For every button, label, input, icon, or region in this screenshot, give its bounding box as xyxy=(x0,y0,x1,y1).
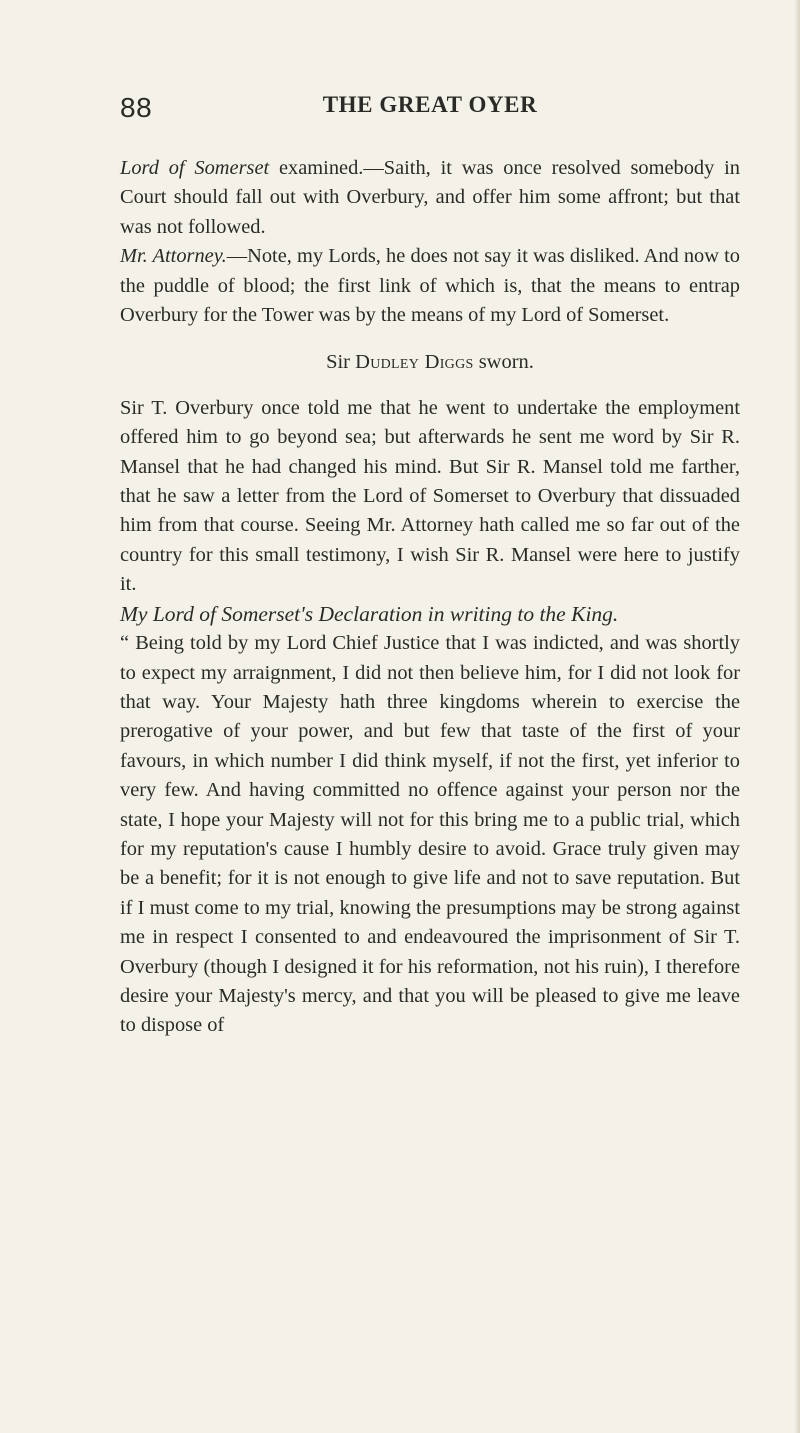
speaker-attorney: Mr. Attorney. xyxy=(120,245,227,268)
paragraph-diggs-testimony: Sir T. Overbury once told me that he went to undertake the employment offered him to go beyond sea; but afterwards he sent me word by Sir R. Mansel that he had changed his mind. But Sir R. Mansel told me farther, that he saw a letter from the Lord of Somerset to Overbury that dissuaded him from that course. Seeing Mr. Attorney hath called me so far out of the country for this small testimony, I wish Sir R. Mansel were here to justify it. xyxy=(120,396,740,596)
paragraph-text: —Note, my Lords, he does not say it was disliked. And now to the puddle of blood; the first link of which is, that the means to entrap Overbury for the Tower was by the means of my Lord of Somerset. xyxy=(120,245,740,327)
section-heading-diggs: Sir Dudley Diggs sworn. xyxy=(326,351,534,374)
paragraph-text: examined.—Saith, it was once resolved somebody in Court should fall out with Overbury, and offer him some affront; but that was not followed. xyxy=(120,157,740,238)
paragraph-declaration: “ Being told by my Lord Chief Justice that I was indicted, and was shortly to expect my arraignment, I did not then believe him, for I did not look for that way. Your Majesty hath three kingdoms wherein to exercise the prerogative of your power, and but few that taste of the first of your favours, in which number I did think myself, if not the first, yet inferior to very few. And having committed no offence against your person nor the state, I hope your Majesty will not for this bring me to a public trial, which for my reputation's cause I humbly desire to avoid. Grace truly given may be a benefit; for it is not enough to give life and not to save reputation. But if I must come to my trial, knowing the presumptions may be strong against me in respect I consented to and endeavoured the imprisonment of Sir T. Overbury (though I designed it for his reformation, not his ruin), I therefore desire your Majesty's mercy, and that you will be pleased to give me leave to dispose of xyxy=(120,632,740,1037)
page-number: 88 xyxy=(120,92,153,123)
declaration-title: My Lord of Somerset's Declaration in writing to the King. xyxy=(120,601,619,626)
speaker-somerset: Lord of Somerset xyxy=(120,157,270,179)
page-edge-shadow xyxy=(794,0,800,1433)
page-header xyxy=(120,92,740,132)
page-body xyxy=(120,154,740,1041)
running-title: THE GREAT OYER xyxy=(322,92,538,117)
witness-name: Dudley Diggs xyxy=(355,351,474,374)
paragraph-attorney xyxy=(120,242,740,330)
paragraph-somerset-examined xyxy=(120,154,740,242)
book-page xyxy=(120,92,740,1041)
